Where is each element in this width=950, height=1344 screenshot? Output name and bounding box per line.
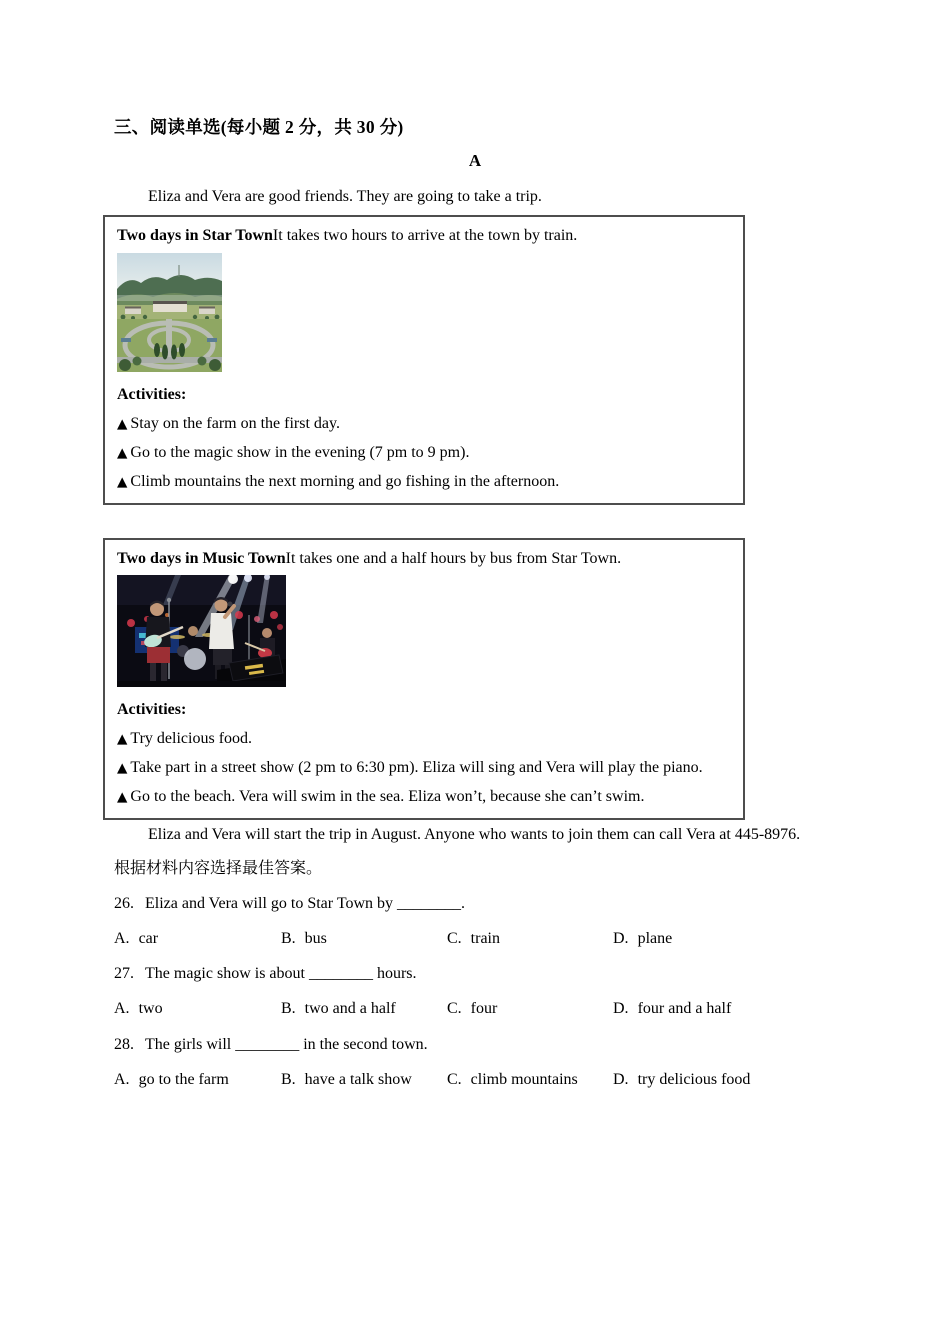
- instruction-chinese: 根据材料内容选择最佳答案。: [114, 860, 323, 877]
- activity-item: [117, 414, 731, 434]
- question-26-stem: [114, 893, 465, 914]
- star-town-title-line: [117, 226, 731, 246]
- triangle-bullet-icon: ▲: [117, 416, 128, 432]
- option-label: D.: [613, 930, 629, 947]
- option-text: car: [138, 930, 159, 947]
- question-27-stem: [114, 963, 417, 984]
- activity-text: Try delicious food.: [130, 730, 253, 747]
- option-b: [281, 998, 396, 1019]
- option-text: four and a half: [637, 1000, 732, 1017]
- option-label: B.: [281, 1071, 296, 1088]
- option-label: B.: [281, 1000, 296, 1017]
- option-d: [613, 998, 731, 1019]
- passage-label: A: [468, 151, 482, 170]
- question-28-options: [114, 1069, 854, 1090]
- question-28-stem: [114, 1034, 428, 1055]
- activity-item: [117, 443, 731, 463]
- question-number: 28.: [114, 1036, 134, 1053]
- option-label: A.: [114, 1000, 130, 1017]
- option-d: [613, 928, 672, 949]
- star-town-photo: [117, 253, 222, 372]
- section-heading: 三、阅读单选(每小题 2 分，共 30 分): [114, 117, 404, 137]
- triangle-bullet-icon: ▲: [117, 474, 128, 490]
- option-text: bus: [304, 930, 327, 947]
- music-town-title-line: [117, 549, 731, 569]
- option-a: [114, 928, 158, 949]
- option-label: B.: [281, 930, 296, 947]
- question-text: The magic show is about ________ hours.: [145, 965, 417, 982]
- option-label: D.: [613, 1071, 629, 1088]
- music-town-box: [103, 538, 745, 820]
- star-town-title: Two days in Star Town: [117, 227, 273, 244]
- triangle-bullet-icon: ▲: [117, 731, 128, 747]
- star-town-subtitle: It takes two hours to arrive at the town by train.: [272, 227, 578, 244]
- option-label: C.: [447, 930, 462, 947]
- question-26-options: [114, 928, 854, 949]
- option-text: two: [138, 1000, 163, 1017]
- activity-text: Climb mountains the next morning and go fishing in the afternoon.: [130, 473, 560, 490]
- activity-text: Take part in a street show (2 pm to 6:30 pm). Eliza will sing and Vera will play the piano.: [130, 759, 703, 776]
- intro-paragraph: Eliza and Vera are good friends. They are going to take a trip.: [148, 188, 542, 205]
- option-text: climb mountains: [470, 1071, 578, 1088]
- option-a: [114, 1069, 229, 1090]
- option-text: go to the farm: [138, 1071, 229, 1088]
- triangle-bullet-icon: ▲: [117, 789, 128, 805]
- option-label: A.: [114, 930, 130, 947]
- music-town-title: Two days in Music Town: [117, 550, 286, 567]
- option-label: D.: [613, 1000, 629, 1017]
- option-text: two and a half: [304, 1000, 396, 1017]
- star-town-activities-label: Activities:: [117, 386, 187, 403]
- option-text: try delicious food: [637, 1071, 751, 1088]
- option-text: train: [470, 930, 500, 947]
- music-town-activities-label: Activities:: [117, 701, 187, 718]
- option-c: [447, 1069, 578, 1090]
- option-c: [447, 928, 500, 949]
- option-d: [613, 1069, 750, 1090]
- music-town-subtitle: It takes one and a half hours by bus from Star Town.: [285, 550, 622, 567]
- triangle-bullet-icon: ▲: [117, 760, 128, 776]
- closing-paragraph: Eliza and Vera will start the trip in August. Anyone who wants to join them can call Vera at 445-8976.: [148, 826, 801, 843]
- activity-item: [117, 729, 731, 749]
- activity-text: Stay on the farm on the first day.: [130, 415, 340, 432]
- music-town-photo-wrap: [117, 575, 731, 687]
- activity-text: Go to the magic show in the evening (7 pm to 9 pm).: [130, 444, 470, 461]
- star-town-box: [103, 215, 745, 505]
- option-a: [114, 998, 163, 1019]
- question-number: 27.: [114, 965, 134, 982]
- option-b: [281, 1069, 412, 1090]
- option-label: A.: [114, 1071, 130, 1088]
- question-27-options: [114, 998, 854, 1019]
- star-town-photo-wrap: [117, 253, 731, 372]
- activity-text: Go to the beach. Vera will swim in the sea. Eliza won’t, because she can’t swim.: [130, 788, 645, 805]
- option-label: C.: [447, 1000, 462, 1017]
- activity-item: [117, 787, 731, 807]
- option-label: C.: [447, 1071, 462, 1088]
- option-c: [447, 998, 497, 1019]
- band-concert-photo: [117, 575, 286, 687]
- option-text: four: [470, 1000, 498, 1017]
- activity-item: [117, 758, 731, 778]
- activity-item: [117, 472, 731, 492]
- option-text: have a talk show: [304, 1071, 412, 1088]
- question-text: Eliza and Vera will go to Star Town by ________.: [145, 895, 466, 912]
- triangle-bullet-icon: ▲: [117, 445, 128, 461]
- question-text: The girls will ________ in the second town.: [145, 1036, 428, 1053]
- option-text: plane: [637, 930, 673, 947]
- option-b: [281, 928, 327, 949]
- question-number: 26.: [114, 895, 134, 912]
